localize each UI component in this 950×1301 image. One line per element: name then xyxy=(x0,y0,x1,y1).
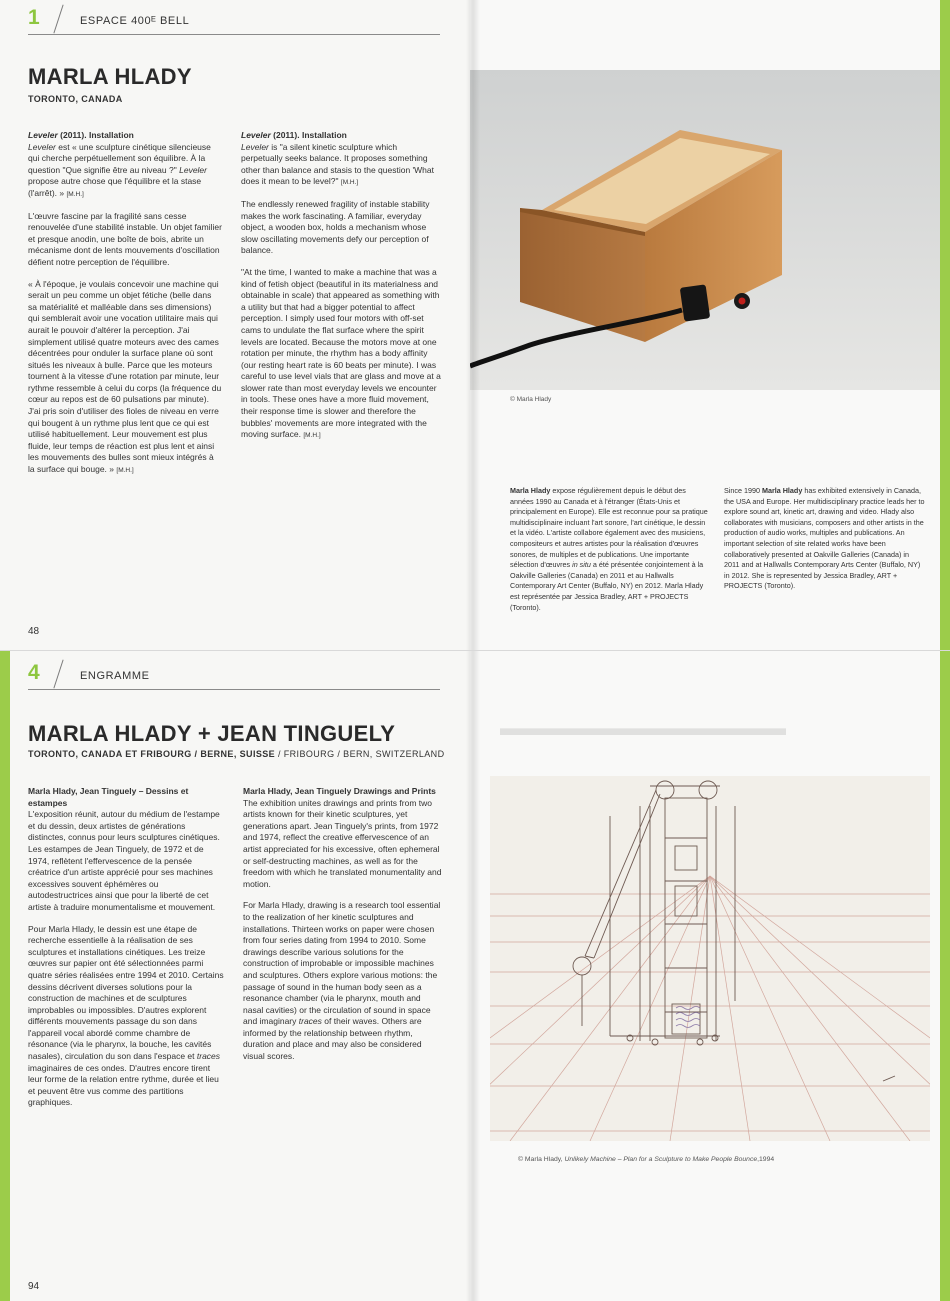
page-48 xyxy=(0,0,470,650)
french-paragraph-1: L'exposition réunit, autour du médium de l'estampe et du dessin, deux artistes de générations distinctes, connus pour leurs sculptures cinétiques. Les estampes de Jean Tinguely, de 1972 et de 1974, reflètent l'effervescence de la pensée créatrice d'un artiste apprécié pour ses machines excessives souvent éphémères ou autodestructrices ainsi que pour la liberté de cet artiste à traduire monumentalisme et mouvement. xyxy=(28,809,220,912)
page-95 xyxy=(470,651,940,1301)
show-through-title: ▬▬▬▬▬▬▬▬▬▬▬▬▬ xyxy=(500,715,786,740)
french-paragraph-2: L'œuvre fascine par la fragilité sans cesse renouvelée d'une stabilité instable. Un objet familier et presque anodin, une boîte de bois, abrite un mécanisme dont de lents mouvements d'oscillation défient notre perception de l'équilibre. xyxy=(28,210,222,267)
english-bio: Since 1990 Marla Hlady has exhibited extensively in Canada, the USA and Europe. Her multidisciplinary practice leads her to explore sound art, kinetic art, drawing and video. Hlady also collaborates with musicians, composers and other artists in the production of audio works, multiples and publications. An important selection of site related works have been collaboratively presented at Oakville Galleries (Canada) in 2011 and at Hallwalls Contemporary Arts Center (Buffalo, NY) in 2012. She is represented by Jessica Bradley, ART + PROJECTS (Toronto). xyxy=(724,486,925,591)
artist-location: TORONTO, CANADA xyxy=(28,94,123,104)
page-49 xyxy=(470,0,940,650)
section-number: 1 xyxy=(28,6,40,29)
artist-name: MARLA HLADY xyxy=(28,64,192,89)
english-column xyxy=(241,130,441,452)
section-number: 4 xyxy=(28,661,40,684)
french-heading: Leveler (2011). Installation xyxy=(28,130,134,140)
machine-drawing-image xyxy=(490,776,930,1141)
artist-location: TORONTO, CANADA ET FRIBOURG / BERNE, SUISSE / FRIBOURG / BERN, SWITZERLAND xyxy=(28,749,445,759)
english-paragraph-1: The exhibition unites drawings and prints from two artists known for their kinetic sculptures, yet generations apart. Jean Tinguely's prints, from 1972 and 1974, reflect the creative effervescence of an artist appreciated for his excessive, often ephemeral or self-destructing machines, as well as for the freedom with which he translated monumentality and motion. xyxy=(243,797,442,889)
spread-engramme xyxy=(0,651,950,1301)
page-number: 48 xyxy=(28,626,40,637)
english-paragraph-3: "At the time, I wanted to make a machine that was a kind of fetish object (beautiful in its materialness and obtainable in scale) that appeared as something with a utility but that had a bigger potential to affect perception. I simply used four motors with off-set cams to undulate the flat surface where the spirit levels are located. Because the motors move at one rotation per minute, the rhythm has a body affinity (our resting heart rate is 60 beats per minute). I was careful to use level vials that are glass and move at a slower rate than most everyday levels we encounter in tools. These ones have a more fluid movement, their response time is slower and therefore the bubbles' movements are more integrated with the moving surface. [M.H.] xyxy=(241,266,441,440)
photo-credit: © Marla Hlady xyxy=(510,396,552,403)
english-paragraph-1: Leveler is "a silent kinetic sculpture which perpetually seeks balance. It proposes something other than balance and stasis to the question 'What does it mean to be level?" [M.H.] xyxy=(241,141,434,187)
french-paragraph-2: Pour Marla Hlady, le dessin est une étape de recherche essentielle à la réalisation de ses sculptures et installations cinétiques. Les treize œuvres sur papier ont été sélectionnées parmi quatre séries réalisées entre 1994 et 2010. Certains dessins décrivent diverses solutions pour la construction de machines et de sculptures improbables ou impossibles. D'autres explorent différents mouvements passage du son dans l'appareil vocal abordé comme chambre de résonance (via le pharynx, la bouche, les cavités nasales), circulation du son dans l'espace et traces imaginaires de ces ondes. D'autres encore tirent leur forme de la relation entre rythme, durée et lieu et peuvent être vus comme des partitions graphiques. xyxy=(28,923,224,1108)
page-number: 94 xyxy=(28,1281,40,1292)
wooden-box-image xyxy=(470,70,940,390)
french-column xyxy=(28,130,222,487)
french-paragraph-3: « À l'époque, je voulais concevoir une machine qui serait un peu comme un objet fétiche (belle dans sa matérialité et malléable dans ses dimensions) qui semblerait avoir une vocation utilitaire mais qui aurait le pouvoir d'altérer la perception. J'ai simplement utilisé quatre moteurs avec des cames décentrées pour onduler la surface plane où sont situés les niveaux à bulle. Parce que les moteurs tournent à la vitesse d'une rotation par minute, leur rythme ressemble à celui du corps (la fréquence du cœur au repos est de 60 pulsations par minute). J'ai pris soin d'utiliser des fioles de niveau en verre qui bougent à un rythme plus lent que ce qui est utilisé habituellement. Leur mouvement est plus fluide, leur temps de réaction est plus lent et ainsi les mouvements des bulles sont mieux intégrés à la surface qui bouge. » [M.H.] xyxy=(28,278,222,475)
english-paragraph-2: The endlessly renewed fragility of instable stability makes the work fascinating. A familiar, everyday object, a wooden box, holds a mechanism whose slow oscillating movements defy our perception of balance. xyxy=(241,198,430,256)
french-paragraph-1: Leveler est « une sculpture cinétique silencieuse qui cherche perpétuellement son équilibre. À la question "Que signifie être au niveau ?" Leveler propose autre chose que l'équilibre et la stase (l'arrêt). » [M.H.] xyxy=(28,141,211,198)
section-header xyxy=(28,661,440,690)
drawing-caption: © Marla Hlady, Unlikely Machine – Plan for a Sculpture to Make People Bounce,1994 xyxy=(518,1156,775,1163)
page-94 xyxy=(0,651,470,1301)
english-heading: Marla Hlady, Jean Tinguely Drawings and Prints xyxy=(243,786,436,796)
green-edge-band xyxy=(940,0,950,650)
green-edge-band-left xyxy=(0,651,10,1301)
gutter-shadow xyxy=(466,0,480,650)
french-heading: Marla Hlady, Jean Tinguely – Dessins et estampes xyxy=(28,786,189,808)
leveler-photo xyxy=(470,70,940,390)
section-title: ESPACE 400ᴱ BELL xyxy=(80,15,190,27)
section-title: ENGRAMME xyxy=(80,670,150,682)
section-header xyxy=(28,6,440,35)
english-column xyxy=(243,786,443,1073)
french-bio: Marla Hlady expose régulièrement depuis le début des années 1990 au Canada et à l'étranger (États-Unis et principalement en Europe). Elle est reconnue pour sa pratique multidisciplinaire incluant l'art sonore, l'art cinétique, le dessin et la vidéo. L'artiste collabore également avec des musiciens, compositeurs et autres artistes pour la réalisation d'œuvres sonores, de multiples et de publications. Une importante sélection d'œuvres in situ a été présentée conjointement à la Oakville Galleries (Canada) en 2011 et au Hallwalls Contemporary Art Center (Buffalo, NY) en 2012. Marla Hlady est représentée par Jessica Bradley, ART + PROJECTS (Toronto). xyxy=(510,486,708,612)
unlikely-machine-drawing xyxy=(490,776,930,1141)
gutter-shadow xyxy=(466,651,480,1301)
green-edge-band xyxy=(940,651,950,1301)
english-paragraph-2: For Marla Hlady, drawing is a research tool essential to the realization of her kinetic sculptures and installations. Thirteen works on paper were chosen from four series dating from 1994 to 2010. Some drawings describe various solutions for the construction of improbable or impossible machines and sculptures. Others explore various motions: the passage of sound in the human body seen as a resonance chamber (via le pharynx, mouth and nasal cavities) or the circulation of sound in space and imaginary traces of their waves. Others are informed by the relationship between rhythm, duration and place and may also be considered visual scores. xyxy=(243,900,441,1062)
spread-leveler xyxy=(0,0,950,650)
artist-name: MARLA HLADY + JEAN TINGUELY xyxy=(28,721,396,746)
french-column xyxy=(28,786,224,1119)
english-heading: Leveler (2011). Installation xyxy=(241,130,347,140)
section-slash xyxy=(53,5,63,34)
section-slash xyxy=(53,660,63,689)
